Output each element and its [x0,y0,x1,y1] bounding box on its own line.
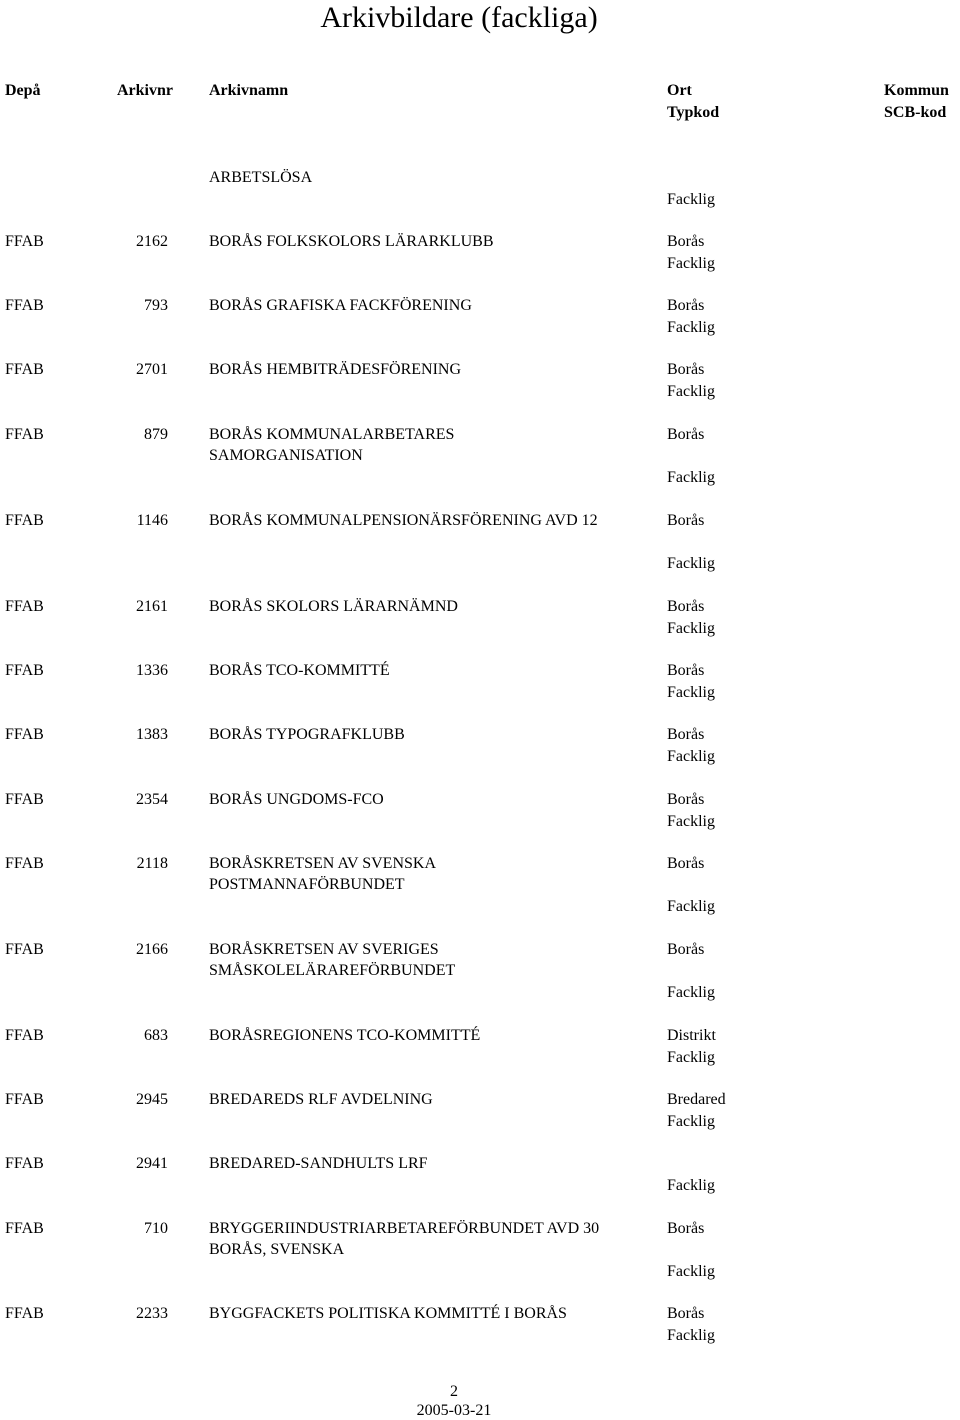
row-arkivnr: 2701 [136,361,168,378]
header-arkivnr: Arkivnr [117,82,173,99]
row-ort: Borås [667,1305,705,1322]
row-typkod: Facklig [667,684,715,701]
row-depa: FFAB [5,1027,44,1044]
row-arkivnamn: BORÅSKRETSEN AV SVENSKA POSTMANNAFÖRBUNDET [209,855,436,893]
row-depa: FFAB [5,233,44,250]
row-typkod: Facklig [667,1049,715,1066]
row-depa: FFAB [5,297,44,314]
row-arkivnr: 2233 [136,1305,168,1322]
row-typkod: Facklig [667,1263,715,1280]
row-depa: FFAB [5,941,44,958]
row-arkivnamn: BORÅS UNGDOMS-FCO [209,791,384,808]
row-arkivnr: 2354 [136,791,168,808]
row-arkivnr: 710 [144,1220,168,1237]
row-typkod: Facklig [667,984,715,1001]
row-arkivnr: 2166 [136,941,168,958]
row-ort: Borås [667,512,705,529]
row-arkivnamn: BREDARED-SANDHULTS LRF [209,1155,428,1172]
header-typkod: Typkod [667,104,720,121]
row-arkivnamn: BORÅS KOMMUNALARBETARES SAMORGANISATION [209,426,455,464]
row-depa: FFAB [5,1155,44,1172]
row-typkod: Facklig [667,469,715,486]
header-scbkod: SCB-kod [884,104,947,121]
row-arkivnamn: BORÅSKRETSEN AV SVERIGES SMÅSKOLELÄRAREFÖRBUNDET [209,941,456,979]
column-headers [0,80,960,124]
row-depa: FFAB [5,726,44,743]
page-title: Arkivbildare (fackliga) [320,1,598,34]
print-date: 2005-03-21 [416,1402,492,1419]
row-arkivnamn: BORÅS HEMBITRÄDESFÖRENING [209,361,462,378]
row-arkivnr: 2161 [136,598,168,615]
row-depa: FFAB [5,361,44,378]
row-typkod: Facklig [667,555,715,572]
row-arkivnr: 793 [144,297,168,314]
header-arkivnamn: Arkivnamn [209,82,289,99]
row-ort: Borås [667,662,705,679]
header-ort: Ort [667,82,692,99]
row-arkivnamn: BORÅSREGIONENS TCO-KOMMITTÉ [209,1027,481,1044]
row-ort: Borås [667,426,705,443]
row-arkivnr: 1336 [136,662,168,679]
row-depa: FFAB [5,1220,44,1237]
row-ort: Borås [667,361,705,378]
row-ort: Distrikt [667,1027,716,1044]
row-arkivnamn: BORÅS SKOLORS LÄRARNÄMND [209,598,458,615]
row-typkod: Facklig [667,898,715,915]
row-typkod: Facklig [667,191,715,208]
row-ort: Bredared [667,1091,726,1108]
row-arkivnamn: BORÅS TCO-KOMMITTÉ [209,662,390,679]
row-typkod: Facklig [667,255,715,272]
row-depa: FFAB [5,426,44,443]
page-number: 2 [450,1383,458,1400]
row-ort: Borås [667,233,705,250]
row-ort: Borås [667,855,705,872]
row-typkod: Facklig [667,748,715,765]
row-arkivnamn: BORÅS GRAFISKA FACKFÖRENING [209,297,472,314]
row-depa: FFAB [5,512,44,529]
row-arkivnr: 1146 [136,512,168,529]
row-depa: FFAB [5,662,44,679]
row-arkivnamn: BORÅS FOLKSKOLORS LÄRARKLUBB [209,233,494,250]
row-arkivnr: 2162 [136,233,168,250]
row-typkod: Facklig [667,1177,715,1194]
row-depa: FFAB [5,598,44,615]
row-depa: FFAB [5,855,44,872]
row-arkivnamn: BYGGFACKETS POLITISKA KOMMITTÉ I BORÅS [209,1305,567,1322]
row-arkivnamn: BREDAREDS RLF AVDELNING [209,1091,433,1108]
row-ort: Borås [667,941,705,958]
row-ort: Borås [667,297,705,314]
row-arkivnr: 1383 [136,726,168,743]
row-arkivnamn: BORÅS KOMMUNALPENSIONÄRSFÖRENING AVD 12 [209,512,598,529]
row-arkivnr: 879 [144,426,168,443]
header-depa: Depå [5,82,41,99]
row-typkod: Facklig [667,319,715,336]
row-typkod: Facklig [667,813,715,830]
row-depa: FFAB [5,1305,44,1322]
row-typkod: Facklig [667,383,715,400]
row-ort: Borås [667,1220,705,1237]
row-ort: Borås [667,598,705,615]
row-ort: Borås [667,726,705,743]
row-arkivnr: 2941 [136,1155,168,1172]
row-arkivnr: 2945 [136,1091,168,1108]
row-typkod: Facklig [667,1113,715,1130]
row-arkivnr: 2118 [136,855,168,872]
row-arkivnamn: BORÅS TYPOGRAFKLUBB [209,726,405,743]
row-arkivnamn: ARBETSLÖSA [209,169,313,186]
row-typkod: Facklig [667,620,715,637]
header-kommun: Kommun [884,82,949,99]
row-arkivnamn: BRYGGERIINDUSTRIARBETAREFÖRBUNDET AVD 30 BORÅS, SVENSKA [209,1220,600,1258]
row-depa: FFAB [5,791,44,808]
row-depa: FFAB [5,1091,44,1108]
row-arkivnr: 683 [144,1027,168,1044]
row-typkod: Facklig [667,1327,715,1344]
row-ort: Borås [667,791,705,808]
